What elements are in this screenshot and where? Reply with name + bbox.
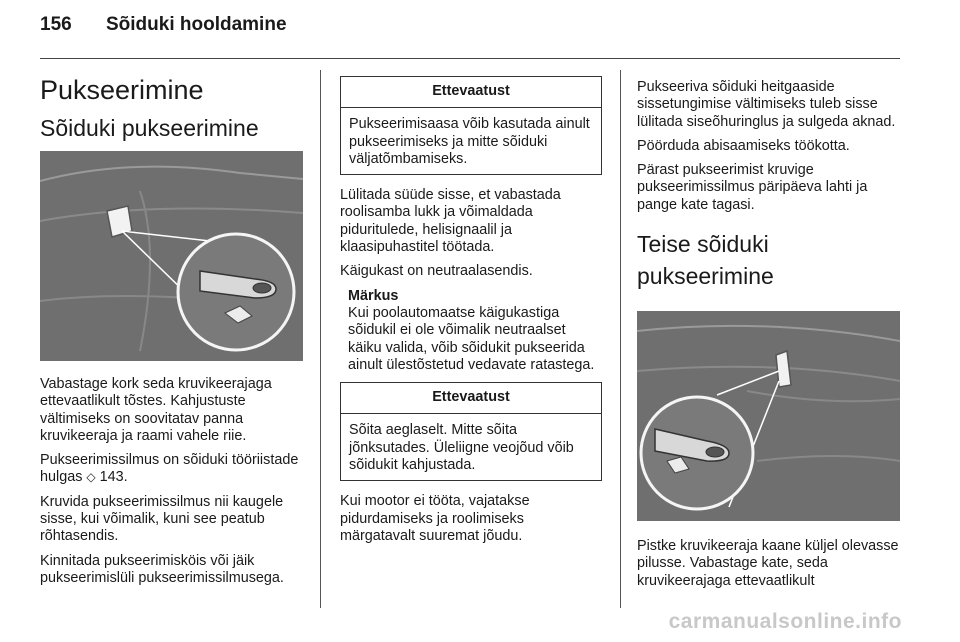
page-ref-icon: ◇ xyxy=(86,470,96,485)
watermark: carmanualsonline.info xyxy=(668,610,902,633)
paragraph-with-ref: Pukseerimissilmus on sõiduki tööriistade hulgas ◇ 143. xyxy=(40,452,299,486)
paragraph: Käigukast on neutraalasendis. xyxy=(340,263,533,280)
header-rule xyxy=(40,58,900,59)
column-divider-2 xyxy=(620,70,621,608)
paragraph: Pistke kruvikeeraja kaane küljel olevasse pilusse. Vabastage kate, seda kruvikeerajaga ettevaatlikult xyxy=(637,538,899,589)
page-number: 156 xyxy=(40,14,72,35)
paragraph: Kinnitada pukseerimisköis või jäik pukseerimislüli pukseerimissilmusega. xyxy=(40,552,284,586)
paragraph: Pukseeriva sõiduki heitgaaside sissetungimise vältimiseks tuleb sisse lülitada siseõhuringlus ja sulgeda aknad. xyxy=(637,79,896,130)
paragraph: Pöörduda abisaamiseks töökotta. xyxy=(637,137,850,154)
column-divider-1 xyxy=(320,70,321,608)
note-title: Märkus xyxy=(348,287,399,304)
paragraph: Kui mootor ei tööta, vajatakse pidurdamiseks ja roolimiseks märgatavalt suuremat jõudu. xyxy=(340,493,530,544)
rear-bumper-drawing xyxy=(637,311,900,521)
paragraph: Vabastage kork seda kruvikeerajaga ettevaatlikult tõstes. Kahjustuste vältimiseks on soovitatav panna kruvikeeraja ja raami vahele riie. xyxy=(40,376,272,444)
main-heading: Pukseerimine xyxy=(40,75,204,105)
caution-title: Ettevaatust xyxy=(341,77,601,108)
note-block xyxy=(348,288,602,374)
note-body: Kui poolautomaatse käigukastiga sõidukil ei ole võimalik neutraalset käiku valida, võib sõidukit pukseerida ainult ülestõstetud vedavate ratastega. xyxy=(348,304,595,373)
section-heading: Teise sõiduki pukseerimine xyxy=(637,231,774,290)
column-1 xyxy=(40,74,306,142)
front-bumper-illustration xyxy=(40,151,303,361)
paragraph: Pärast pukseerimist kruvige pukseerimissilmus päripäeva lahti ja pange kate tagasi. xyxy=(637,162,868,213)
paragraph: Kruvida pukseerimissilmus nii kaugele sisse, kui võimalik, kuni see peatub rõhtasendis. xyxy=(40,493,284,545)
caution-body: Sõita aeglaselt. Mitte sõita jõnksutades. Üleliigne veojõud võib sõidukit kahjustada. xyxy=(349,422,574,474)
page-reference-link[interactable]: 143. xyxy=(99,469,128,486)
section-title: Sõiduki hooldamine xyxy=(106,14,287,35)
front-bumper-drawing xyxy=(40,151,303,361)
caution-body: Pukseerimisaasa võib kasutada ainult pukseerimiseks ja mitte sõiduki väljatõmbamiseks. xyxy=(349,116,590,167)
sub-heading: Sõiduki pukseerimine xyxy=(40,115,259,141)
caution-title: Ettevaatust xyxy=(341,383,601,414)
column-2 xyxy=(340,76,602,552)
column-3 xyxy=(637,79,903,292)
caution-box xyxy=(340,76,602,175)
column-1-body xyxy=(40,376,306,594)
paragraph: Lülitada süüde sisse, et vabastada roolisamba lukk ja võimaldada piduritulede, helisignaalil ja klaasipuhastitel töötada. xyxy=(340,187,561,256)
rear-bumper-illustration xyxy=(637,311,900,521)
column-3-body xyxy=(637,538,903,597)
caution-box xyxy=(340,382,602,481)
page-header xyxy=(40,14,287,36)
